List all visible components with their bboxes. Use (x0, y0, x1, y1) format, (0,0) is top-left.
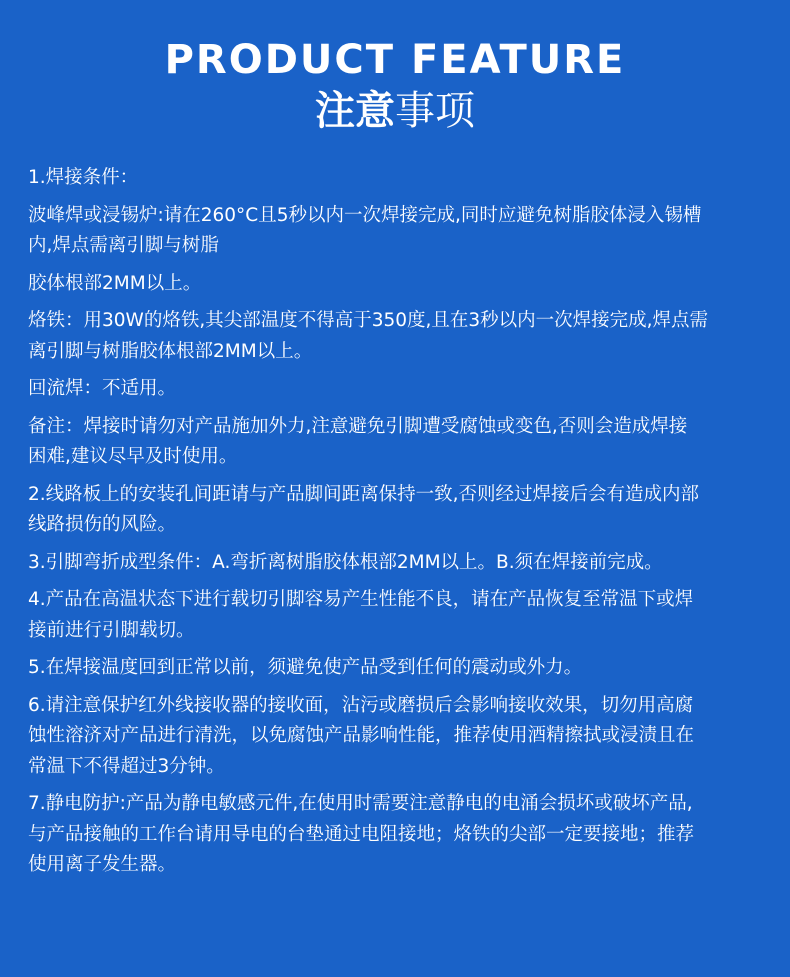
note-line: 常温下不得超过3分钟。 (28, 755, 225, 777)
note-line: 蚀性溶济对产品进行清洗，以免腐蚀产品影响性能，推荐使用酒精擦拭或浸渍且在 (28, 725, 695, 746)
note-line: 2.线路板上的安装孔间距请与产品脚间距离保持一致,否则经过焊接后会有造成内部 (28, 483, 700, 505)
note-line: 4.产品在高温状态下进行载切引脚容易产生性能不良，请在产品恢复至常温下或焊 (28, 589, 694, 610)
note-line: 7.静电防护:产品为静电敏感元件,在使用时需要注意静电的电涌会损坏或破坏产品, (28, 793, 693, 814)
title-chinese-light: 事项 (395, 88, 475, 134)
note-line: 线路损伤的风险。 (28, 514, 177, 535)
title-chinese (0, 86, 790, 136)
note-line: 3.引脚弯折成型条件：A.弯折离树脂胶体根部2MM以上。B.须在焊接前完成。 (28, 551, 663, 573)
notes-content (28, 163, 780, 881)
note-line: 5.在焊接温度回到正常以前，须避免使产品受到任何的震动或外力。 (28, 657, 583, 678)
note-line: 备注：焊接时请勿对产品施加外力,注意避免引脚遭受腐蚀或变色,否则会造成焊接 (28, 415, 688, 437)
note-line: 烙铁：用30W的烙铁,其尖部温度不得高于350度,且在3秒以内一次焊接完成,焊点需 (28, 310, 709, 331)
note-line: 使用离子发生器。 (28, 854, 177, 875)
title-chinese-bold: 注意 (315, 88, 395, 134)
note-line: 内,焊点需离引脚与树脂 (28, 235, 219, 256)
note-line: 1.焊接条件： (28, 167, 139, 188)
note-line: 波峰焊或浸锡炉:请在260°C且5秒以内一次焊接完成,同时应避免树脂胶体浸入锡槽 (28, 204, 702, 226)
note-line: 接前进行引脚载切。 (28, 619, 195, 641)
note-line: 离引脚与树脂胶体根部2MM以上。 (28, 340, 313, 362)
note-line: 6.请注意保护红外线接收器的接收面，沾污或磨损后会影响接收效果，切勿用高腐 (28, 694, 694, 716)
note-line: 胶体根部2MM以上。 (28, 272, 202, 294)
page-header (0, 36, 790, 136)
note-line: 与产品接触的工作台请用导电的台垫通过电阻接地；烙铁的尖部一定要接地；推荐 (28, 823, 695, 845)
note-line: 困难,建议尽早及时使用。 (28, 446, 238, 467)
title-english: PRODUCT FEATURE (164, 37, 626, 83)
note-line: 回流焊：不适用。 (28, 378, 177, 399)
